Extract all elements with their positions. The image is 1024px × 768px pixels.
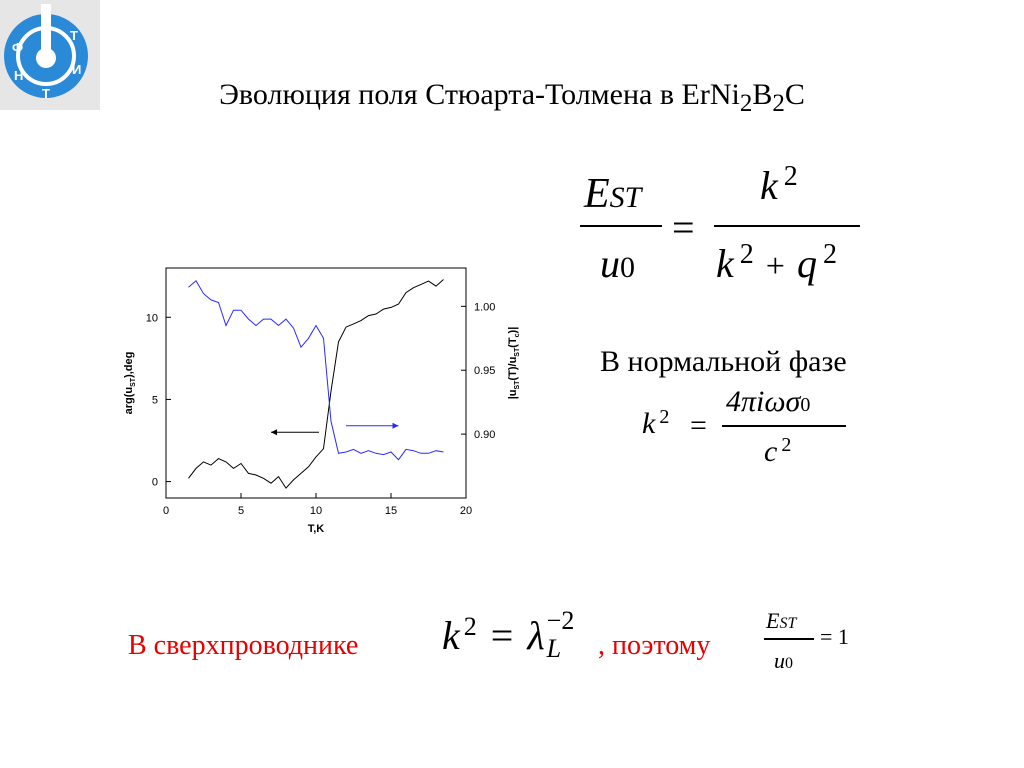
np-k: k $^2$ [642,406,670,440]
formula-numerator-E: EST [584,171,642,217]
y-right-axis-label [507,327,521,400]
superconductor-formula: k $^2$ = λ −2 L [442,606,575,663]
fraction-bar [722,425,846,427]
slide-title [0,78,1024,118]
x-tick-label: 10 [309,505,323,517]
ratio-denominator: u0 [774,648,793,673]
y-left-label-part: ),deg [123,351,135,378]
x-tick-label: 15 [384,505,398,517]
y-right-tick-label: 0.95 [474,365,496,378]
fraction-bar [580,225,662,227]
title-main: Эволюция поля Стюарта-Толмена в ErNi [219,78,740,111]
ratio-numerator: EST [766,608,797,633]
series-line-0 [189,280,444,489]
y-left-tick-label: 10 [145,312,158,325]
title-mid: B [752,78,773,111]
logo-letter: Н [14,68,24,83]
y-left-tick-label: 0 [151,476,158,489]
x-tick-label: 20 [459,505,473,517]
y-right-label-part: |u [507,389,519,400]
logo-letter: Т [70,28,78,43]
y-right-label-part: c [514,333,521,338]
superconductor-label: В сверхпроводнике [128,630,359,661]
np-equals: = [690,409,707,442]
series-line-1 [189,281,444,460]
y-left-tick-label: 5 [151,394,158,407]
formula-denominator: k $^2$ + q $^2$ [716,239,837,286]
normal-phase-label: В нормальной фазе [600,345,847,378]
normal-phase-formula [640,385,860,475]
y-right-label-part: )| [507,326,519,334]
ratio-equals-one: = 1 [820,624,849,649]
y-left-label-part: ST [130,377,137,387]
y-right-label-part: (T [507,337,519,348]
y-right-tick-label: 1.00 [474,301,496,314]
formula-denominator-u: u0 [600,241,635,286]
y-right-label-part: ST [514,380,521,390]
logo-letter: Ф [12,40,24,55]
np-denominator: c $^2$ [764,434,792,468]
y-left-axis-label [123,352,137,415]
formula-equals: = [672,205,695,250]
arrow-head-0 [271,429,277,435]
fraction-bar [764,638,814,640]
title-sub2: 2 [772,90,785,117]
plot-frame [166,268,466,498]
np-numerator: 4πiωσ0 [726,385,811,418]
stewart-tolman-chart [110,255,530,545]
x-tick-label: 0 [162,505,170,517]
stewart-tolman-formula [578,161,868,298]
title-sub1: 2 [739,90,753,117]
y-right-label-part: ST [514,347,521,357]
x-tick-label: 5 [237,505,245,517]
y-right-label-part: (T)/u [507,356,519,381]
title-tail: C [784,78,805,111]
therefore-label: , поэтому [598,630,711,661]
logo-letter: Т [42,86,50,101]
arrow-head-1 [393,423,399,429]
ratio-equals-one-formula [760,608,870,688]
y-left-label-part: arg(u [123,386,135,415]
fraction-bar [714,225,860,227]
x-axis-label: T,K [307,523,325,535]
logo-letter: И [72,62,82,77]
formula-k: k $^2$ [760,161,798,208]
y-right-tick-label: 0.90 [474,429,496,442]
